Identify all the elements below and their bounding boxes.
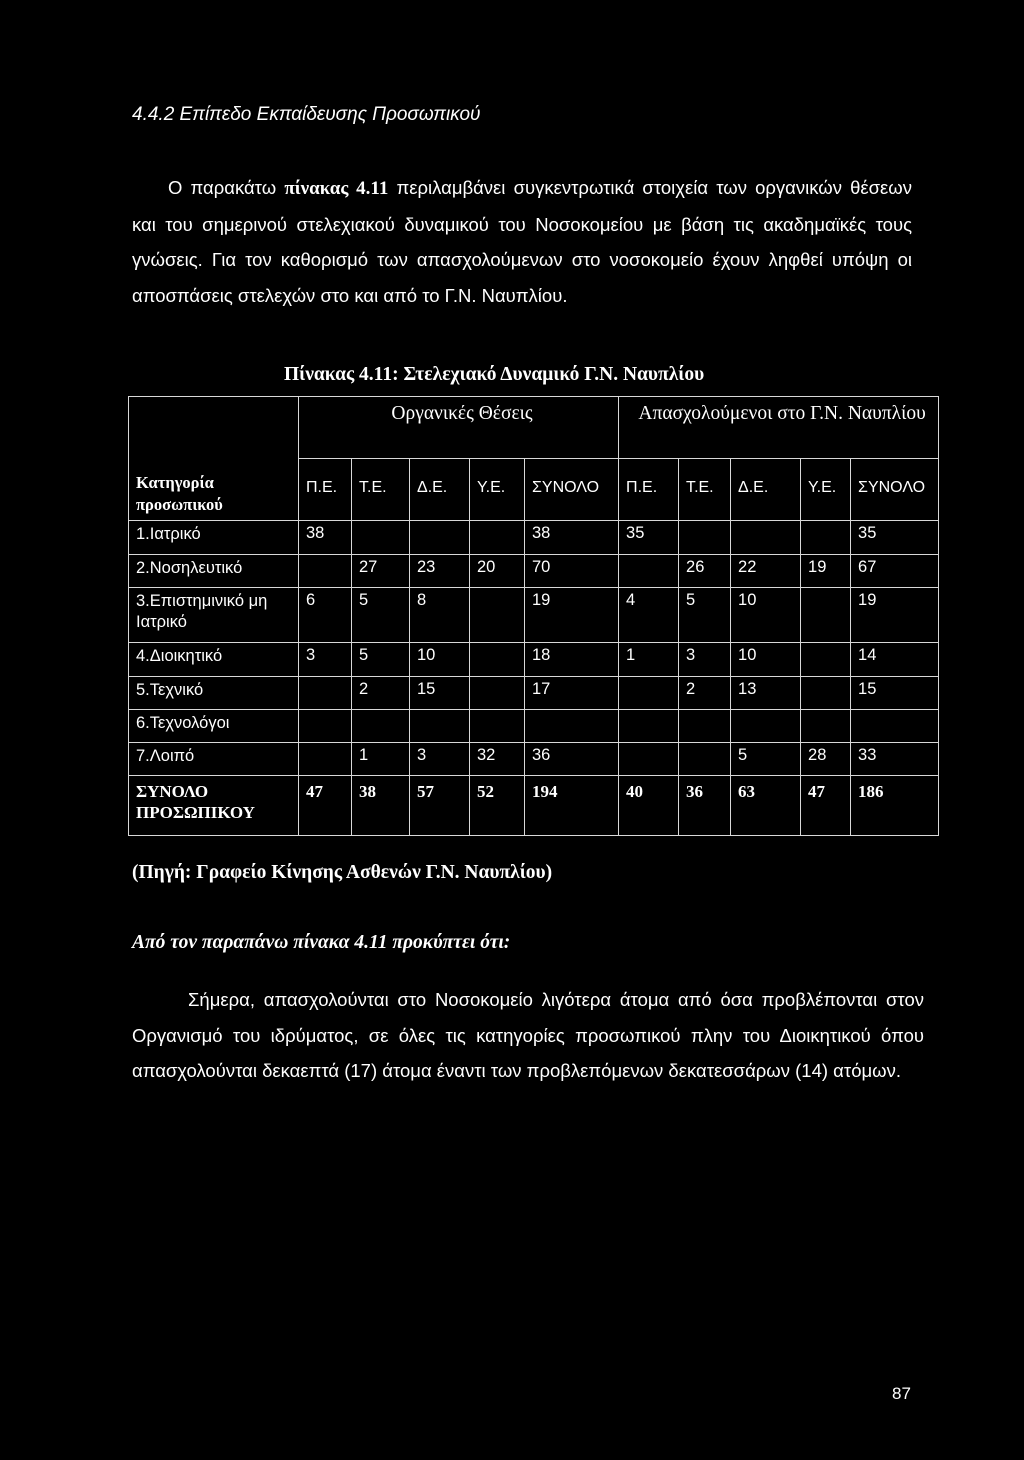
- table-cell: 67: [851, 555, 939, 588]
- table-cell: 22: [731, 555, 801, 588]
- table-cell: 10: [731, 643, 801, 677]
- col-header: Υ.Ε.: [470, 459, 525, 521]
- table-cell: [619, 710, 679, 743]
- table-cell: 5: [679, 588, 731, 643]
- table-cell: 194: [525, 776, 619, 836]
- table-cell: 63: [731, 776, 801, 836]
- table-cell: 57: [410, 776, 470, 836]
- table-cell: 2: [352, 677, 410, 710]
- table-cell: [525, 710, 619, 743]
- table-cell: 5: [352, 643, 410, 677]
- intro-prefix: Ο παρακάτω: [168, 177, 285, 198]
- col-header: ΣΥΝΟΛΟ: [851, 459, 939, 521]
- table-cell: [299, 677, 352, 710]
- table-row: [129, 521, 939, 555]
- table-cell: 19: [525, 588, 619, 643]
- table-cell: 23: [410, 555, 470, 588]
- table-cell: [851, 710, 939, 743]
- table-cell: [470, 521, 525, 555]
- col-header: Τ.Ε.: [679, 459, 731, 521]
- table-cell: [731, 521, 801, 555]
- table-row: [129, 710, 939, 743]
- total-row: [129, 776, 939, 836]
- table-cell: [470, 643, 525, 677]
- table-cell: [679, 710, 731, 743]
- table-cell: 186: [851, 776, 939, 836]
- table-cell: 47: [801, 776, 851, 836]
- table-cell: [470, 677, 525, 710]
- table-cell: [299, 710, 352, 743]
- table-cell: 35: [619, 521, 679, 555]
- table-cell: [470, 710, 525, 743]
- table-source: (Πηγή: Γραφείο Κίνησης Ασθενών Γ.Ν. Ναυπλίου): [132, 862, 553, 883]
- intro-rest: περιλαμβάνει συγκεντρωτικά στοιχεία των οργανικών θέσεων και του σημερινού στελεχιακού δυναμικού του Νοσοκομείου με βάση τις ακαδημαϊκές τους γνώσεις. Για τον καθορισμό των απασχολούμενων στο νοσοκομείο έχουν ληφθεί υπόψη οι αποσπάσεις στελεχών στο και από το Γ.Ν. Ναυπλίου.: [132, 177, 913, 306]
- table-cell: 10: [410, 643, 470, 677]
- table-cell: 1: [619, 643, 679, 677]
- table-cell: 4: [619, 588, 679, 643]
- row-category-name: 6.Τεχνολόγοι: [129, 710, 299, 743]
- table-cell: [619, 677, 679, 710]
- table-cell: 35: [851, 521, 939, 555]
- table-cell: 10: [731, 588, 801, 643]
- category-header: Κατηγορία προσωπικού: [129, 397, 299, 521]
- table-cell: 40: [619, 776, 679, 836]
- table-cell: [470, 588, 525, 643]
- row-category-name: 3.Επιστημινικό μη Ιατρικό: [129, 588, 299, 643]
- table-cell: 8: [410, 588, 470, 643]
- col-header: Π.Ε.: [619, 459, 679, 521]
- section-heading: 4.4.2 Επίπεδο Εκπαίδευσης Προσωπικού: [132, 104, 481, 125]
- table-cell: [352, 710, 410, 743]
- conclusion-title: Από τον παραπάνω πίνακα 4.11 προκύπτει ότι:: [132, 932, 511, 953]
- table-cell: 20: [470, 555, 525, 588]
- table-cell: [679, 743, 731, 776]
- col-header: Υ.Ε.: [801, 459, 851, 521]
- table-cell: [801, 643, 851, 677]
- row-category-name: 2.Νοσηλευτικό: [129, 555, 299, 588]
- table-cell: 33: [851, 743, 939, 776]
- table-caption: Πίνακας 4.11: Στελεχιακό Δυναμικό Γ.Ν. Ναυπλίου: [284, 364, 705, 385]
- table-cell: [410, 710, 470, 743]
- row-category-name: 4.Διοικητικό: [129, 643, 299, 677]
- table-cell: [679, 521, 731, 555]
- table-cell: [731, 710, 801, 743]
- col-header: Π.Ε.: [299, 459, 352, 521]
- table-cell: [801, 521, 851, 555]
- table-cell: 38: [352, 776, 410, 836]
- col-header: ΣΥΝΟΛΟ: [525, 459, 619, 521]
- table-cell: 28: [801, 743, 851, 776]
- table-cell: 15: [410, 677, 470, 710]
- table-cell: 15: [851, 677, 939, 710]
- table-cell: 5: [352, 588, 410, 643]
- table-cell: 5: [731, 743, 801, 776]
- table-cell: 52: [470, 776, 525, 836]
- table-cell: 27: [352, 555, 410, 588]
- table-cell: [299, 743, 352, 776]
- row-category-name: 5.Τεχνικό: [129, 677, 299, 710]
- table-cell: [410, 521, 470, 555]
- table-cell: [619, 743, 679, 776]
- staff-table: [128, 396, 939, 836]
- col-header: Τ.Ε.: [352, 459, 410, 521]
- table-cell: 2: [679, 677, 731, 710]
- table-cell: [801, 677, 851, 710]
- table-cell: 38: [525, 521, 619, 555]
- row-category-name: 1.Ιατρικό: [129, 521, 299, 555]
- table-row: [129, 588, 939, 643]
- table-cell: 17: [525, 677, 619, 710]
- organic-positions-header: Οργανικές Θέσεις: [299, 397, 619, 459]
- table-cell: [801, 710, 851, 743]
- col-header: Δ.Ε.: [731, 459, 801, 521]
- conclusion-paragraph: Σήμερα, απασχολούνται στο Νοσοκομείο λιγότερα άτομα από όσα προβλέπονται στον Οργανισμό του ιδρύματος, σε όλες τις κατηγορίες προσωπικού πλην του Διοικητικού όπου απασχολούνται δεκαεπτά (17) άτομα έναντι των προβλεπόμενων δεκατεσσάρων (14) ατόμων.: [132, 989, 924, 1081]
- row-category-name: 7.Λοιπό: [129, 743, 299, 776]
- employed-header: Απασχολούμενοι στο Γ.Ν. Ναυπλίου: [619, 397, 939, 459]
- table-row: [129, 677, 939, 710]
- table-cell: 3: [299, 643, 352, 677]
- table-cell: [299, 555, 352, 588]
- intro-paragraph: [132, 170, 912, 313]
- table-cell: 36: [679, 776, 731, 836]
- table-cell: 19: [851, 588, 939, 643]
- table-cell: 32: [470, 743, 525, 776]
- table-cell: [619, 555, 679, 588]
- table-cell: 38: [299, 521, 352, 555]
- table-row: [129, 555, 939, 588]
- table-cell: 3: [679, 643, 731, 677]
- table-cell: 26: [679, 555, 731, 588]
- table-cell: 19: [801, 555, 851, 588]
- table-cell: [352, 521, 410, 555]
- table-cell: 13: [731, 677, 801, 710]
- table-cell: 47: [299, 776, 352, 836]
- table-cell: 18: [525, 643, 619, 677]
- table-cell: 36: [525, 743, 619, 776]
- table-row: [129, 643, 939, 677]
- group-header-row: [129, 397, 939, 459]
- table-cell: 1: [352, 743, 410, 776]
- table-cell: 70: [525, 555, 619, 588]
- table-cell: 6: [299, 588, 352, 643]
- page-number: 87: [892, 1384, 911, 1403]
- table-cell: [801, 588, 851, 643]
- col-header: Δ.Ε.: [410, 459, 470, 521]
- intro-table-ref: πίνακας 4.11: [284, 178, 389, 199]
- table-cell: 14: [851, 643, 939, 677]
- table-row: [129, 743, 939, 776]
- table-cell: 3: [410, 743, 470, 776]
- row-category-name: ΣΥΝΟΛΟ ΠΡΟΣΩΠΙΚΟΥ: [129, 776, 299, 836]
